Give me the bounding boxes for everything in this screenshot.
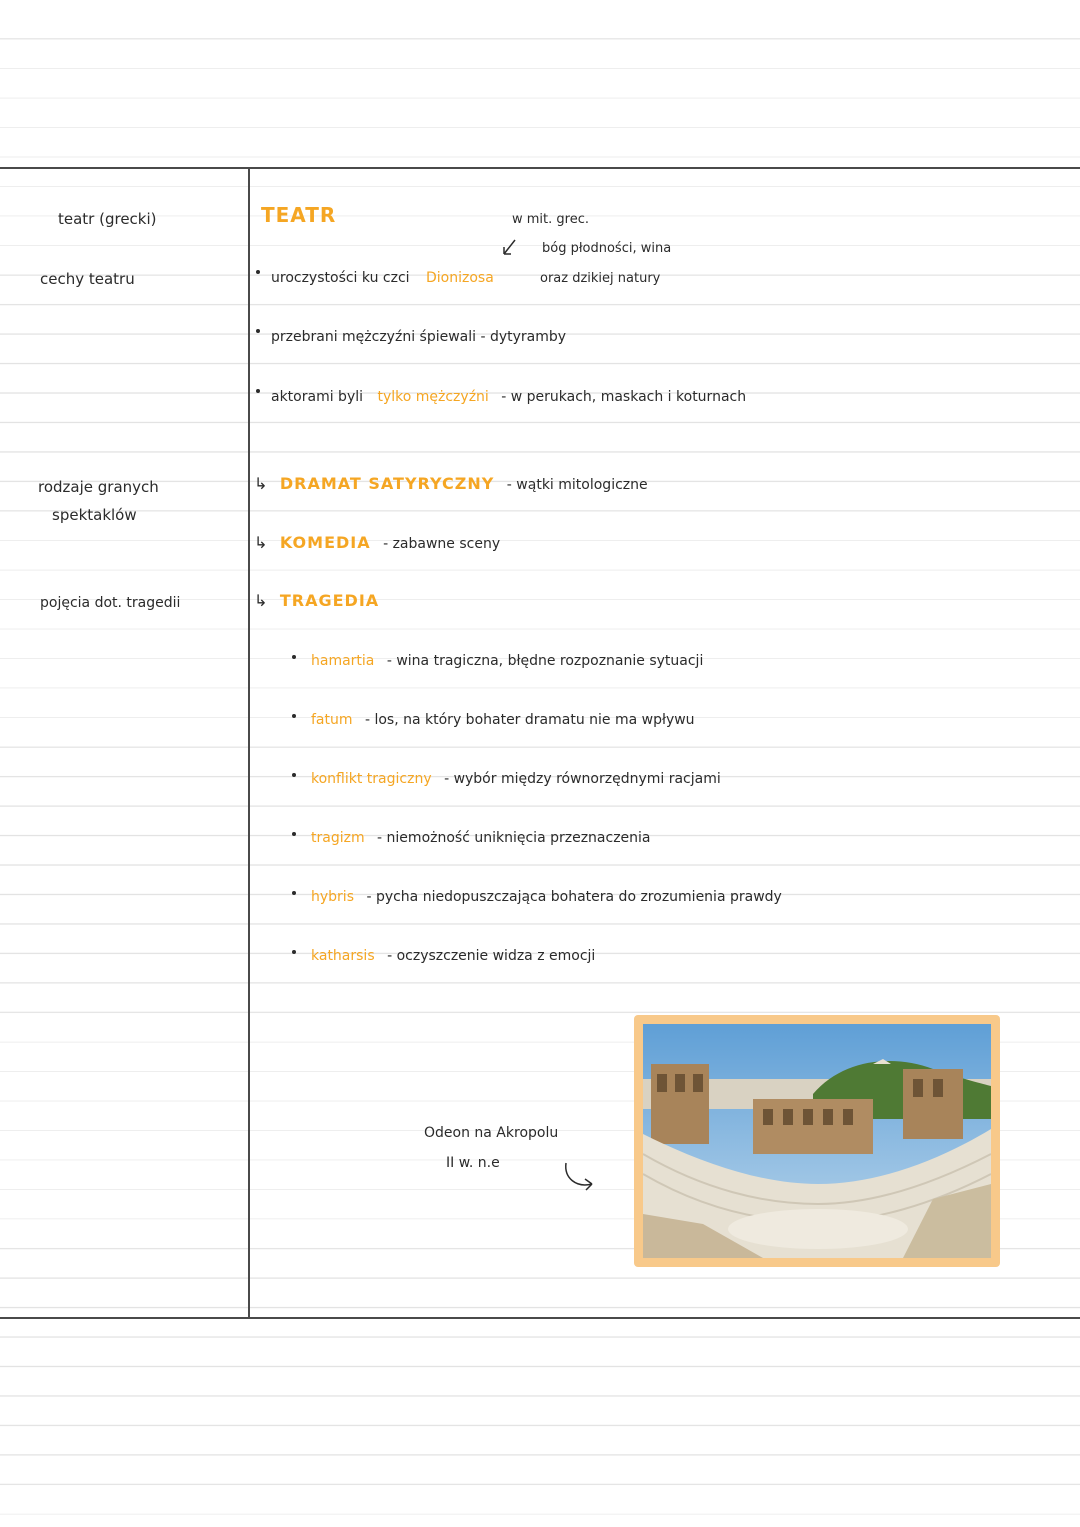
bullet <box>292 714 296 718</box>
bullet <box>256 329 260 333</box>
term-item <box>311 653 703 669</box>
annotation-line3: oraz dzikiej natury <box>540 271 661 286</box>
term-name: hybris <box>311 889 354 905</box>
feature-highlight: Dionizosa <box>425 270 494 286</box>
term-name: tragizm <box>311 830 365 846</box>
term-name: hamartia <box>311 653 375 669</box>
feature-item <box>271 329 566 345</box>
top-divider <box>0 167 1080 169</box>
genre-name: KOMEDIA <box>279 533 371 552</box>
cue-cechy: cechy teatru <box>40 270 135 288</box>
term-item <box>311 830 651 846</box>
annotation-line2: bóg płodności, wina <box>542 241 672 256</box>
term-item <box>311 889 782 905</box>
cue-teatr: teatr (grecki) <box>58 210 157 228</box>
feature-highlight: tylko mężczyźni <box>377 389 489 405</box>
cue-rodzaje-line1: rodzaje granych <box>38 478 159 496</box>
feature-text: przebrani mężczyźni śpiewali - dytyramby <box>271 329 567 345</box>
term-item <box>311 771 721 787</box>
page-title: TEATR <box>261 203 337 227</box>
annotation-line1: w mit. grec. <box>512 212 589 227</box>
feature-item <box>271 270 494 286</box>
bullet <box>256 270 260 274</box>
arrow-down-left-icon <box>500 238 518 258</box>
return-arrow-icon: ↳ <box>254 533 268 552</box>
caption-line2: II w. n.e <box>446 1155 500 1171</box>
term-name: konflikt tragiczny <box>311 771 432 787</box>
genre-name: DRAMAT SATYRYCZNY <box>279 474 495 493</box>
genre-name: TRAGEDIA <box>279 591 380 610</box>
caption-line1: Odeon na Akropolu <box>424 1125 559 1141</box>
term-def: - los, na który bohater dramatu nie ma wpływu <box>364 712 695 728</box>
term-item <box>311 712 695 728</box>
return-arrow-icon: ↳ <box>254 474 268 493</box>
feature-text: aktorami byli <box>271 389 364 405</box>
bullet <box>292 655 296 659</box>
cue-column-divider <box>248 167 250 1318</box>
term-item <box>311 948 595 964</box>
genre-desc: - zabawne sceny <box>383 536 501 552</box>
bottom-divider <box>0 1317 1080 1319</box>
term-def: - oczyszczenie widza z emocji <box>387 948 596 964</box>
bullet <box>256 389 260 393</box>
term-def: - wina tragiczna, błędne rozpoznanie sytuacji <box>386 653 704 669</box>
bullet <box>292 891 296 895</box>
term-def: - pycha niedopuszczająca bohatera do zrozumienia prawdy <box>366 889 782 905</box>
bullet <box>292 773 296 777</box>
term-def: - niemożność uniknięcia przeznaczenia <box>377 830 651 846</box>
return-arrow-icon: ↳ <box>254 591 268 610</box>
feature-text: uroczystości ku czci <box>271 270 410 286</box>
genre-item <box>254 533 500 552</box>
feature-text-post: - w perukach, maskach i koturnach <box>501 389 747 405</box>
curved-arrow-icon <box>562 1160 598 1194</box>
genre-item <box>254 591 379 610</box>
photo-frame <box>634 1015 1000 1267</box>
odeon-photo <box>643 1024 991 1258</box>
term-name: fatum <box>311 712 353 728</box>
term-def: - wybór między równorzędnymi racjami <box>444 771 721 787</box>
cue-rodzaje-line2: spektaklów <box>52 506 137 524</box>
term-name: katharsis <box>311 948 375 964</box>
feature-item <box>271 389 746 405</box>
bullet <box>292 832 296 836</box>
genre-desc: - wątki mitologiczne <box>506 477 648 493</box>
bullet <box>292 950 296 954</box>
genre-item <box>254 474 648 493</box>
cue-pojecia: pojęcia dot. tragedii <box>40 595 181 611</box>
